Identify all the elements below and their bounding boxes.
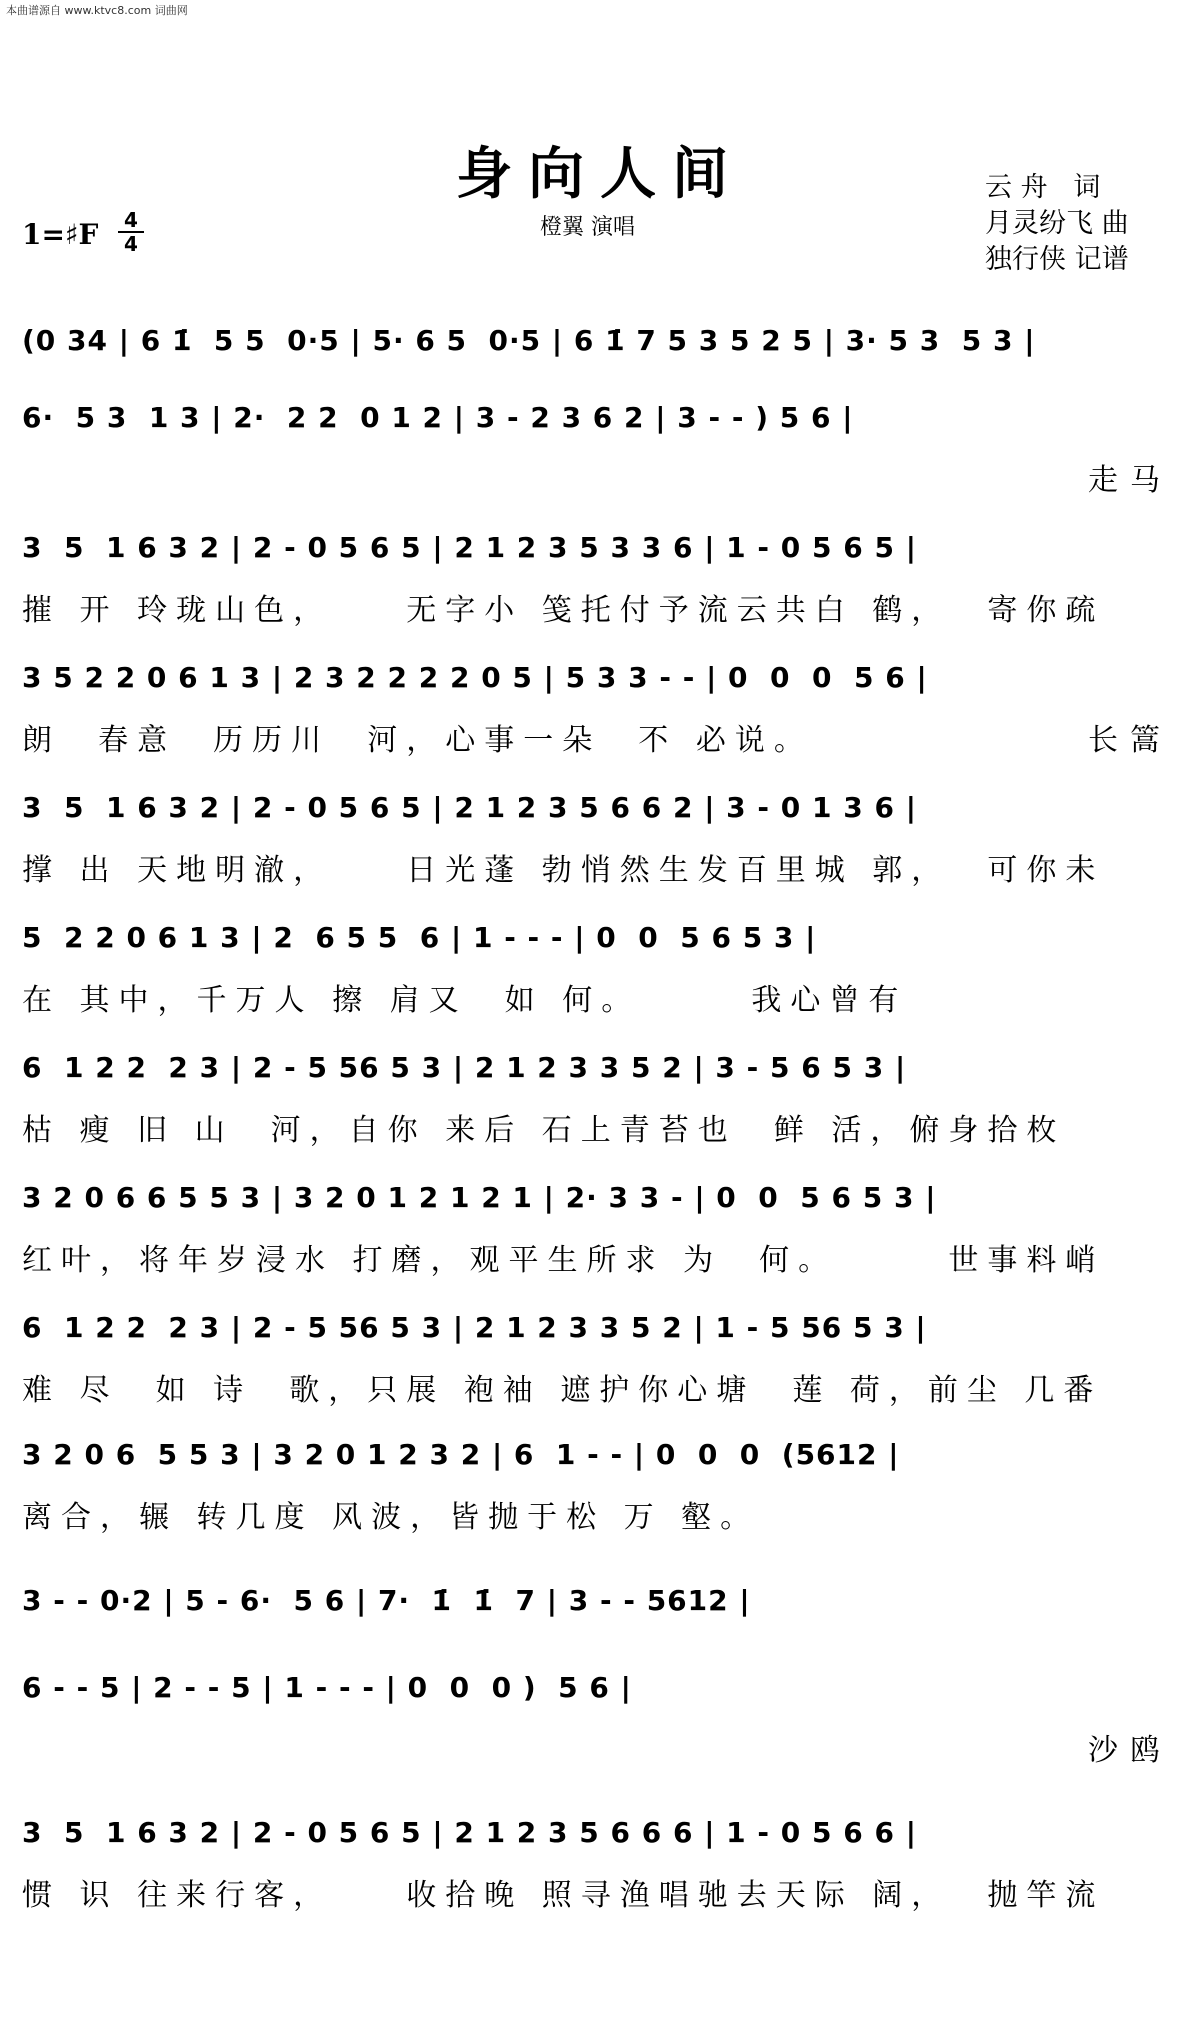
score-system xyxy=(0,525,1200,635)
lyrics-line: 撑 出 天地明澈， 日光蓬 勃悄然生发百里城 郭， 可你未 xyxy=(22,853,1105,888)
time-signature-top: 4 xyxy=(124,208,138,232)
score-system xyxy=(0,1432,1200,1542)
score-system xyxy=(0,1045,1200,1155)
lyricist-credit: 云 舟 词 xyxy=(985,172,1101,203)
lyrics-pickup: 沙鸥 xyxy=(1088,1733,1172,1768)
lyrics-line: 难 尽 如 诗 歌，只展 袍袖 遮护你心塘 莲 荷，前尘 几番 xyxy=(22,1373,1103,1408)
notation-line: 6 1 2 2 2 3 | 2 - 5 56 5 3 | 2 1 2 3 3 5 2 | 1 - 5 56 5 3 | xyxy=(22,1310,927,1344)
song-title: 身向人间 xyxy=(456,141,744,207)
notation-line: 3 2 0 6 6 5 5 3 | 3 2 0 1 2 1 2 1 | 2· 3 3 - | 0 0 5 6 5 3 | xyxy=(22,1180,937,1214)
lyrics-line: 在 其中，千万人 擦 肩又 如 何。 我心曾有 xyxy=(22,983,908,1018)
score-system xyxy=(0,785,1200,895)
score-system xyxy=(0,1810,1200,1920)
time-signature xyxy=(118,210,144,254)
score-system xyxy=(0,1305,1200,1415)
transcriber-credit: 独行侠 记谱 xyxy=(985,244,1129,275)
composer-credit: 月灵纷飞 曲 xyxy=(985,208,1129,239)
source-watermark: 本曲谱源自 www.ktvc8.com 词曲网 xyxy=(6,4,188,17)
notation-line: 3 5 2 2 0 6 1 3 | 2 3 2 2 2 2 0 5 | 5 3 3 - - | 0 0 0 5 6 | xyxy=(22,660,928,694)
lyrics-line: 朗 春意 历历川 河，心事一朵 不 必说。 xyxy=(22,723,813,758)
lyrics-line: 惯 识 往来行客， 收拾晚 照寻渔唱驰去天际 阔， 抛竿流 xyxy=(22,1878,1105,1913)
singer-credit: 橙翼 演唱 xyxy=(540,215,635,240)
score-system xyxy=(0,1665,1200,1775)
lyrics-line: 摧 开 玲珑山色， 无字小 笺托付予流云共白 鹤， 寄你疏 xyxy=(22,593,1105,628)
notation-line: 3 2 0 6 5 5 3 | 3 2 0 1 2 3 2 | 6 1 - - | 0 0 0 (5612 | xyxy=(22,1437,900,1471)
notation-line: 3 5 1 6 3 2 | 2 - 0 5 6 5 | 2 1 2 3 5 6 6 2 | 3 - 0 1 3 6 | xyxy=(22,790,917,824)
notation-line: 6· 5 3 1 3 | 2· 2 2 0 1 2 | 3 - 2 3 6 2 | 3 - - ) 5 6 | xyxy=(22,400,854,434)
lyrics-pickup: 长篙 xyxy=(1088,723,1172,758)
lyrics-pickup: 走马 xyxy=(1088,463,1172,498)
notation-line: 3 - - 0·2 | 5 - 6· 5 6 | 7· 1̇ 1̇ 7 | 3 - - 5612 | xyxy=(22,1583,751,1617)
score-system xyxy=(0,915,1200,1025)
lyrics-line: 红叶，将年岁浸水 打磨，观平生所求 为 何。 世事料峭 xyxy=(22,1243,1105,1278)
notation-line: 3 5 1 6 3 2 | 2 - 0 5 6 5 | 2 1 2 3 5 6 6 6 | 1 - 0 5 6 6 | xyxy=(22,1815,917,1849)
time-signature-bottom: 4 xyxy=(124,232,138,256)
notation-line: (0 34 | 6 1̇ 5 5 0·5 | 5· 6 5 0·5 | 6 1̇ 7 5 3 5 2 5 | 3· 5 3 5 3 | xyxy=(22,323,1036,357)
lyrics-line: 离合，辗 转几度 风波，皆抛于松 万 壑。 xyxy=(22,1500,760,1535)
score-system xyxy=(0,1175,1200,1285)
score-system xyxy=(0,395,1200,505)
score-system xyxy=(0,655,1200,765)
key-signature: 1=♯F xyxy=(22,218,99,251)
notation-line: 6 - - 5 | 2 - - 5 | 1 - - - | 0 0 0 ) 5 6 | xyxy=(22,1670,632,1704)
notation-line: 5 2 2 0 6 1 3 | 2 6 5 5 6 | 1 - - - | 0 0 5 6 5 3 | xyxy=(22,920,817,954)
credits-block xyxy=(985,170,1175,278)
lyrics-line: 枯 瘦 旧 山 河，自你 来后 石上青苔也 鲜 活，俯身拾枚 xyxy=(22,1113,1066,1148)
notation-line: 3 5 1 6 3 2 | 2 - 0 5 6 5 | 2 1 2 3 5 3 3 6 | 1 - 0 5 6 5 | xyxy=(22,530,917,564)
notation-line: 6 1 2 2 2 3 | 2 - 5 56 5 3 | 2 1 2 3 3 5 2 | 3 - 5 6 5 3 | xyxy=(22,1050,907,1084)
